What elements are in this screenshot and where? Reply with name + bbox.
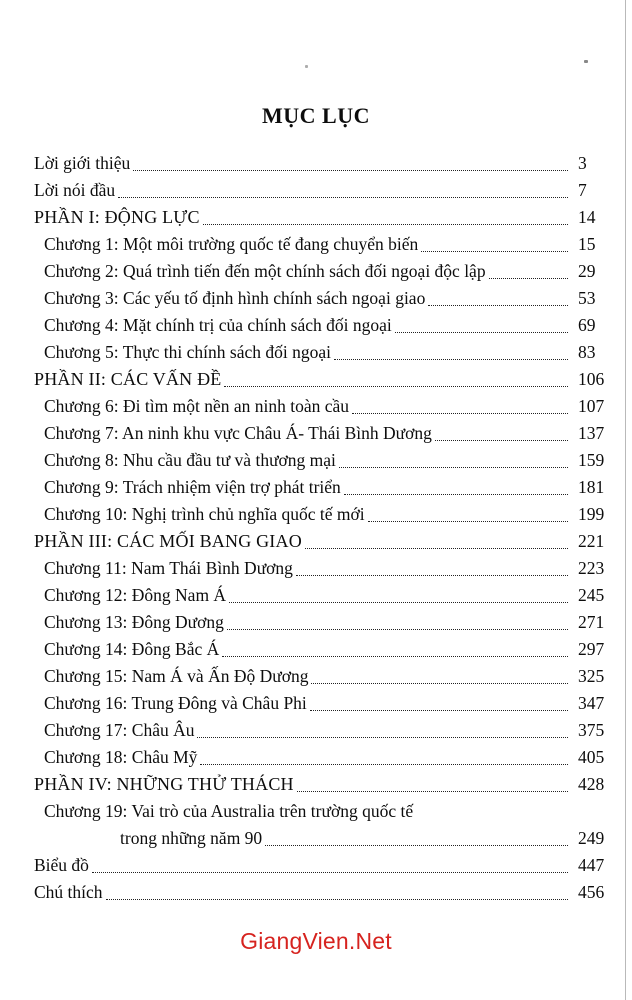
toc-entry <box>0 688 632 715</box>
toc-entry <box>0 175 632 202</box>
toc-entry <box>0 877 632 904</box>
leader-dots <box>344 494 568 495</box>
leader-dots <box>310 710 568 711</box>
toc-entry-label: Chương 3: Các yếu tố định hình chính sách ngoại giao <box>44 288 426 308</box>
leader-dots <box>395 332 568 333</box>
toc-entry-label: PHẦN III: CÁC MỐI BANG GIAO <box>34 531 302 551</box>
toc-entry-label: Lời nói đầu <box>34 180 116 200</box>
toc-entry <box>0 499 632 526</box>
leader-dots <box>227 629 568 630</box>
toc-entry <box>0 229 632 256</box>
toc-entry <box>0 148 632 175</box>
toc-entry-label: Chương 16: Trung Đông và Châu Phi <box>44 693 307 713</box>
toc-entry-page-number: 29 <box>578 261 596 281</box>
leader-dots <box>297 791 568 792</box>
toc-entry-label: Chương 17: Châu Âu <box>44 720 195 740</box>
toc-entry-page-number: 428 <box>578 774 605 794</box>
toc-entry-label: Biểu đồ <box>34 855 89 875</box>
toc-entry <box>0 823 632 850</box>
toc-entry-page-number: 159 <box>578 450 605 470</box>
toc-entry-label: Chương 4: Mặt chính trị của chính sách đối ngoại <box>44 315 392 335</box>
toc-entry-page-number: 15 <box>578 234 596 254</box>
toc-entry-label: Chương 13: Đông Dương <box>44 612 224 632</box>
toc-entry-label: PHẦN I: ĐỘNG LỰC <box>34 207 200 227</box>
toc-entry <box>0 796 632 823</box>
toc-entry-page-number: 181 <box>578 477 605 497</box>
toc-entry-label: PHẦN II: CÁC VẤN ĐỀ <box>34 369 222 389</box>
toc-entry-label: Chương 9: Trách nhiệm viện trợ phát triển <box>44 477 341 497</box>
scan-speckle <box>305 65 308 68</box>
leader-dots <box>200 764 568 765</box>
toc-entry <box>0 526 632 553</box>
toc-entry <box>0 661 632 688</box>
toc-entry <box>0 364 632 391</box>
toc-entry-label: Chương 10: Nghị trình chủ nghĩa quốc tế mới <box>44 504 365 524</box>
toc-entry <box>0 283 632 310</box>
leader-dots <box>334 359 568 360</box>
leader-dots <box>305 548 568 549</box>
toc-entry-label: Chương 2: Quá trình tiến đến một chính sách đối ngoại độc lập <box>44 261 486 281</box>
toc-entry <box>0 715 632 742</box>
toc-entry-label: Chương 19: Vai trò của Australia trên trường quốc tế <box>44 801 414 821</box>
toc-entry <box>0 418 632 445</box>
leader-dots <box>118 197 568 198</box>
toc-entry <box>0 310 632 337</box>
toc-entry-label: Chương 12: Đông Nam Á <box>44 585 227 605</box>
leader-dots <box>203 224 568 225</box>
toc-entry-label: Chương 1: Một môi trường quốc tế đang chuyển biến <box>44 234 419 254</box>
leader-dots <box>265 845 568 846</box>
leader-dots <box>368 521 568 522</box>
toc-entry <box>0 337 632 364</box>
toc-entry <box>0 202 632 229</box>
toc-entry-list <box>0 148 632 904</box>
leader-dots <box>489 278 568 279</box>
toc-entry-page-number: 3 <box>578 153 587 173</box>
toc-entry-page-number: 297 <box>578 639 605 659</box>
toc-entry-label: Chương 8: Nhu cầu đầu tư và thương mại <box>44 450 336 470</box>
leader-dots <box>197 737 568 738</box>
leader-dots <box>352 413 568 414</box>
toc-entry-page-number: 271 <box>578 612 605 632</box>
leader-dots <box>421 251 568 252</box>
leader-dots <box>92 872 568 873</box>
toc-entry-page-number: 325 <box>578 666 605 686</box>
toc-entry-page-number: 53 <box>578 288 596 308</box>
toc-entry-page-number: 405 <box>578 747 605 767</box>
toc-entry-label: Lời giới thiệu <box>34 153 131 173</box>
toc-entry-label: Chú thích <box>34 882 103 902</box>
toc-entry-page-number: 245 <box>578 585 605 605</box>
toc-entry-label: PHẦN IV: NHỮNG THỬ THÁCH <box>34 774 294 794</box>
toc-entry-label: Chương 7: An ninh khu vực Châu Á- Thái Bình Dương <box>44 423 432 443</box>
leader-dots <box>428 305 568 306</box>
site-watermark: GiangVien.Net <box>240 928 392 954</box>
leader-dots <box>222 656 568 657</box>
toc-entry <box>0 607 632 634</box>
toc-entry <box>0 634 632 661</box>
toc-entry-label: trong những năm 90 <box>120 828 263 848</box>
toc-entry-page-number: 199 <box>578 504 605 524</box>
toc-entry-page-number: 137 <box>578 423 605 443</box>
toc-entry-label: Chương 11: Nam Thái Bình Dương <box>44 558 293 578</box>
toc-entry-label: Chương 18: Châu Mỹ <box>44 747 198 767</box>
leader-dots <box>106 899 568 900</box>
leader-dots <box>133 170 568 171</box>
toc-entry-page-number: 221 <box>578 531 605 551</box>
leader-dots <box>339 467 568 468</box>
toc-entry <box>0 553 632 580</box>
toc-entry-page-number: 7 <box>578 180 587 200</box>
toc-entry <box>0 472 632 499</box>
toc-entry <box>0 580 632 607</box>
toc-entry-page-number: 249 <box>578 828 605 848</box>
toc-entry-label: Chương 14: Đông Bắc Á <box>44 639 220 659</box>
leader-dots <box>296 575 568 576</box>
toc-entry-page-number: 375 <box>578 720 605 740</box>
toc-entry <box>0 769 632 796</box>
toc-entry <box>0 445 632 472</box>
toc-entry-label: Chương 15: Nam Á và Ấn Độ Dương <box>44 666 309 686</box>
toc-entry-page-number: 69 <box>578 315 596 335</box>
toc-entry-page-number: 347 <box>578 693 605 713</box>
toc-entry <box>0 850 632 877</box>
toc-entry-page-number: 107 <box>578 396 605 416</box>
leader-dots <box>229 602 568 603</box>
scan-speckle <box>584 60 588 63</box>
toc-entry-page-number: 106 <box>578 369 605 389</box>
toc-entry-page-number: 223 <box>578 558 605 578</box>
page-title: MỤC LỤC <box>262 103 370 128</box>
toc-entry-page-number: 14 <box>578 207 596 227</box>
toc-entry <box>0 742 632 769</box>
toc-entry-page-number: 447 <box>578 855 605 875</box>
leader-dots <box>311 683 568 684</box>
toc-entry <box>0 256 632 283</box>
toc-entry-page-number: 83 <box>578 342 596 362</box>
toc-entry-label: Chương 5: Thực thi chính sách đối ngoại <box>44 342 331 362</box>
leader-dots <box>435 440 568 441</box>
toc-entry <box>0 391 632 418</box>
leader-dots <box>224 386 568 387</box>
toc-entry-label: Chương 6: Đi tìm một nền an ninh toàn cầu <box>44 396 350 416</box>
toc-entry-page-number: 456 <box>578 882 605 902</box>
